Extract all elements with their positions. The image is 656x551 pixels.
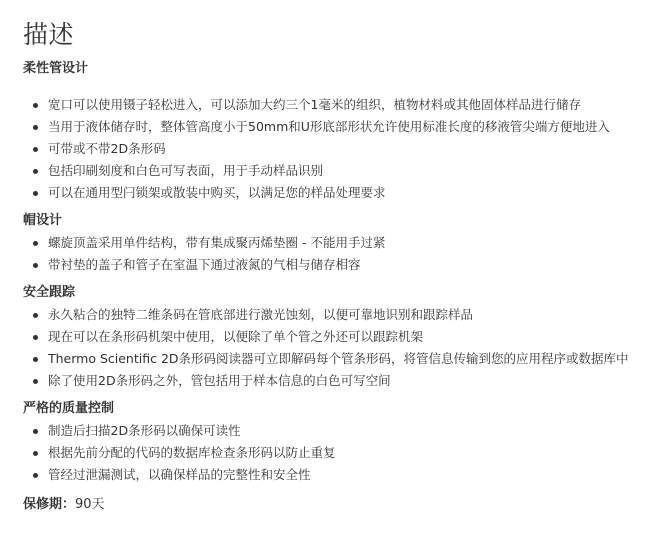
list-item: 当用于液体储存时，整体管高度小于50mm和U形底部形状允许使用标准长度的移液管尖端方便地进入 [23, 116, 656, 138]
list-item: Thermo Scientific 2D条形码阅读器可立即解码每个管条形码，将管信息传输到您的应用程序或数据库中 [23, 348, 656, 370]
list-item: 现在可以在条形码机架中使用，以便除了单个管之外还可以跟踪机架 [23, 326, 656, 348]
list-item: 包括印刷刻度和白色可写表面，用于手动样品识别 [23, 160, 656, 182]
bullet-list [23, 420, 656, 486]
section-secure-tracking [23, 284, 656, 392]
page-title: 描述 [23, 20, 75, 49]
list-item: 可带或不带2D条形码 [23, 138, 656, 160]
list-item: 可以在通用型闩锁架或散装中购买，以满足您的样品处理要求 [23, 182, 656, 204]
list-item: 制造后扫描2D条形码以确保可读性 [23, 420, 656, 442]
section-heading: 柔性管设计 [23, 61, 89, 76]
list-item: 永久粘合的独特二维条码在管底部进行激光蚀刻，以便可靠地识别和跟踪样品 [23, 304, 656, 326]
list-item: 除了使用2D条形码之外，管包括用于样本信息的白色可写空间 [23, 370, 656, 392]
warranty-value: 90天 [75, 497, 105, 512]
warranty-label: 保修期： [23, 497, 76, 512]
list-item: 宽口可以使用镊子轻松进入，可以添加大约三个1毫米的组织，植物材料或其他固体样品进行储存 [23, 94, 656, 116]
section-heading: 严格的质量控制 [23, 401, 115, 416]
list-item: 管经过泄漏测试，以确保样品的完整性和安全性 [23, 464, 656, 486]
section-heading: 安全跟踪 [23, 285, 76, 300]
section-heading: 帽设计 [23, 213, 63, 228]
list-item: 根据先前分配的代码的数据库检查条形码以防止重复 [23, 442, 656, 464]
section-quality-control [23, 400, 656, 486]
section-cap-design [23, 212, 656, 276]
bullet-list [23, 232, 656, 276]
list-item: 带衬垫的盖子和管子在室温下通过液氮的气相与储存相容 [23, 254, 656, 276]
bullet-list [23, 304, 656, 392]
section-flexible-tube-design [23, 60, 656, 204]
warranty-line [23, 496, 656, 514]
list-item: 螺旋顶盖采用单件结构，带有集成聚丙烯垫圈 - 不能用手过紧 [23, 232, 656, 254]
bullet-list [23, 94, 656, 204]
